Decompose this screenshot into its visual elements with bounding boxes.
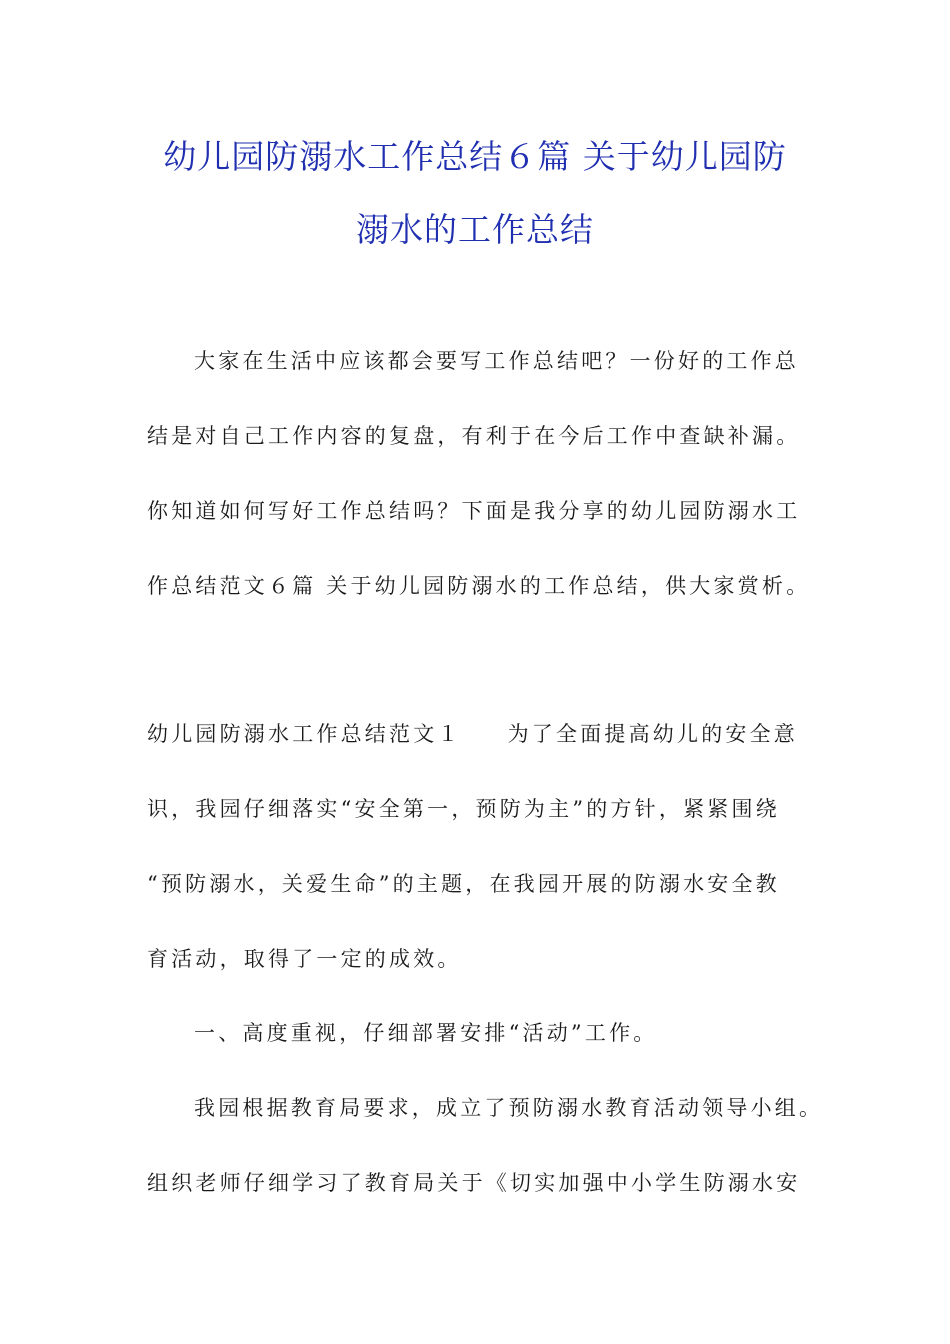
section-first-line — [147, 720, 798, 748]
para2-line-1: 我园根据教育局要求，成立了预防溺水教育活动领导小组。 — [194, 1096, 824, 1120]
subheading: 一、高度重视，仔细部署安排“活动”工作。 — [194, 1021, 658, 1045]
body-line-1: 识，我园仔细落实“安全第一，预防为主”的方针，紧紧围绕 — [147, 797, 780, 821]
intro-line-4: 作总结范文６篇 关于幼儿园防溺水的工作总结，供大家赏析。 — [147, 574, 811, 598]
body-line-3: 育活动，取得了一定的成效。 — [147, 947, 462, 971]
section-first-text: 为了全面提高幼儿的安全意 — [507, 722, 799, 746]
body-line-2: “预防溺水，关爱生命”的主题，在我园开展的防溺水安全教 — [147, 872, 780, 896]
intro-line-3: 你知道如何写好工作总结吗？下面是我分享的幼儿园防溺水工 — [147, 499, 801, 523]
intro-line-1: 大家在生活中应该都会要写工作总结吧？一份好的工作总 — [194, 349, 799, 373]
document-title-line-2: 溺水的工作总结 — [356, 210, 594, 249]
intro-line-2: 结是对自己工作内容的复盘，有利于在今后工作中查缺补漏。 — [147, 424, 801, 448]
document-title-line-1: 幼儿园防溺水工作总结６篇 关于幼儿园防 — [163, 137, 787, 176]
para2-line-2: 组织老师仔细学习了教育局关于《切实加强中小学生防溺水安 — [147, 1171, 801, 1195]
section-heading: 幼儿园防溺水工作总结范文１ — [147, 722, 462, 746]
